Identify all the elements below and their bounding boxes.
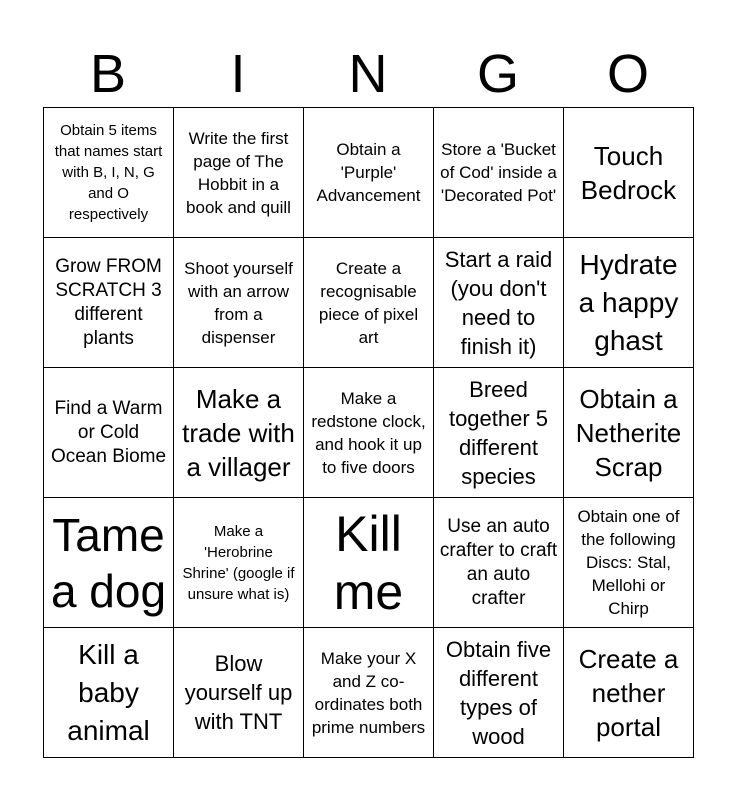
bingo-cell-r3-c1[interactable] bbox=[44, 368, 174, 498]
bingo-cell-r5-c2[interactable] bbox=[174, 628, 304, 758]
bingo-cell-r2-c3[interactable] bbox=[304, 238, 434, 368]
bingo-cell-r3-c2[interactable] bbox=[174, 368, 304, 498]
bingo-cell-text: Make your X and Z co-ordinates both prime numbers bbox=[311, 648, 426, 737]
bingo-cell-r3-c5[interactable] bbox=[564, 368, 694, 498]
header-letter-n: N bbox=[348, 44, 388, 104]
bingo-cell-r1-c1[interactable] bbox=[44, 108, 174, 238]
header-letter-g: G bbox=[476, 44, 519, 104]
header-letter-b: B bbox=[89, 44, 127, 104]
bingo-cell-text: Hydrate a happy ghast bbox=[578, 248, 679, 356]
bingo-cell-text: Obtain a 'Purple' Advancement bbox=[316, 140, 421, 205]
bingo-cell-r4-c1[interactable] bbox=[44, 498, 174, 628]
bingo-cell-text: Store a 'Bucket of Cod' inside a 'Decorated Pot' bbox=[440, 140, 557, 205]
bingo-cell-r3-c4[interactable] bbox=[434, 368, 564, 498]
bingo-cell-text: Make a 'Herobrine Shrine' (google if unsure what is) bbox=[182, 522, 295, 603]
bingo-cell-text: Grow FROM SCRATCH 3 different plants bbox=[55, 255, 162, 349]
bingo-cell-r2-c1[interactable] bbox=[44, 238, 174, 368]
bingo-cell-r5-c1[interactable] bbox=[44, 628, 174, 758]
header-letter-i: I bbox=[230, 44, 246, 104]
bingo-cell-r2-c5[interactable] bbox=[564, 238, 694, 368]
bingo-cell-text: Obtain 5 items that names start with B, I, N, G and O respectively bbox=[54, 122, 163, 223]
bingo-cell-r4-c3[interactable] bbox=[304, 498, 434, 628]
bingo-cell-text: Make a redstone clock, and hook it up to five doors bbox=[311, 388, 426, 477]
header-letter-o: O bbox=[606, 44, 649, 104]
bingo-cell-r1-c4[interactable] bbox=[434, 108, 564, 238]
bingo-cell-r3-c3[interactable] bbox=[304, 368, 434, 498]
bingo-cell-r2-c4[interactable] bbox=[434, 238, 564, 368]
bingo-cell-text: Use an auto crafter to craft an auto crafter bbox=[439, 515, 558, 609]
bingo-cell-text: Find a Warm or Cold Ocean Biome bbox=[50, 397, 167, 467]
bingo-cell-text: Create a recognisable piece of pixel art bbox=[318, 258, 419, 347]
bingo-cell-text: Breed together 5 different species bbox=[448, 376, 549, 489]
bingo-cell-r4-c4[interactable] bbox=[434, 498, 564, 628]
bingo-cell-text: Kill me bbox=[333, 505, 404, 620]
bingo-cell-text: Start a raid (you don't need to finish it) bbox=[444, 246, 553, 359]
bingo-cell-r5-c5[interactable] bbox=[564, 628, 694, 758]
bingo-cell-text: Create a nether portal bbox=[578, 643, 679, 742]
bingo-cell-text: Blow yourself up with TNT bbox=[184, 651, 293, 734]
bingo-cell-text: Tame a dog bbox=[50, 508, 167, 617]
bingo-cell-text: Touch Bedrock bbox=[580, 140, 677, 205]
bingo-cell-text: Obtain a Netherite Scrap bbox=[575, 383, 682, 482]
bingo-cell-r1-c5[interactable] bbox=[564, 108, 694, 238]
bingo-cell-text: Make a trade with a villager bbox=[182, 383, 295, 482]
bingo-cell-r1-c2[interactable] bbox=[174, 108, 304, 238]
bingo-cell-r2-c2[interactable] bbox=[174, 238, 304, 368]
bingo-header bbox=[43, 40, 693, 108]
bingo-cell-text: Kill a baby animal bbox=[67, 638, 150, 746]
bingo-cell-r1-c3[interactable] bbox=[304, 108, 434, 238]
bingo-cell-text: Obtain five different types of wood bbox=[445, 636, 552, 749]
bingo-cell-text: Shoot yourself with an arrow from a dispenser bbox=[184, 258, 293, 347]
bingo-cell-r5-c4[interactable] bbox=[434, 628, 564, 758]
bingo-board bbox=[43, 107, 694, 758]
bingo-cell-text: Obtain one of the following Discs: Stal, Mellohi or Chirp bbox=[577, 507, 680, 618]
bingo-cell-text: Write the first page of The Hobbit in a book and quill bbox=[186, 128, 291, 217]
bingo-cell-r4-c2[interactable] bbox=[174, 498, 304, 628]
bingo-cell-r4-c5[interactable] bbox=[564, 498, 694, 628]
bingo-cell-r5-c3[interactable] bbox=[304, 628, 434, 758]
